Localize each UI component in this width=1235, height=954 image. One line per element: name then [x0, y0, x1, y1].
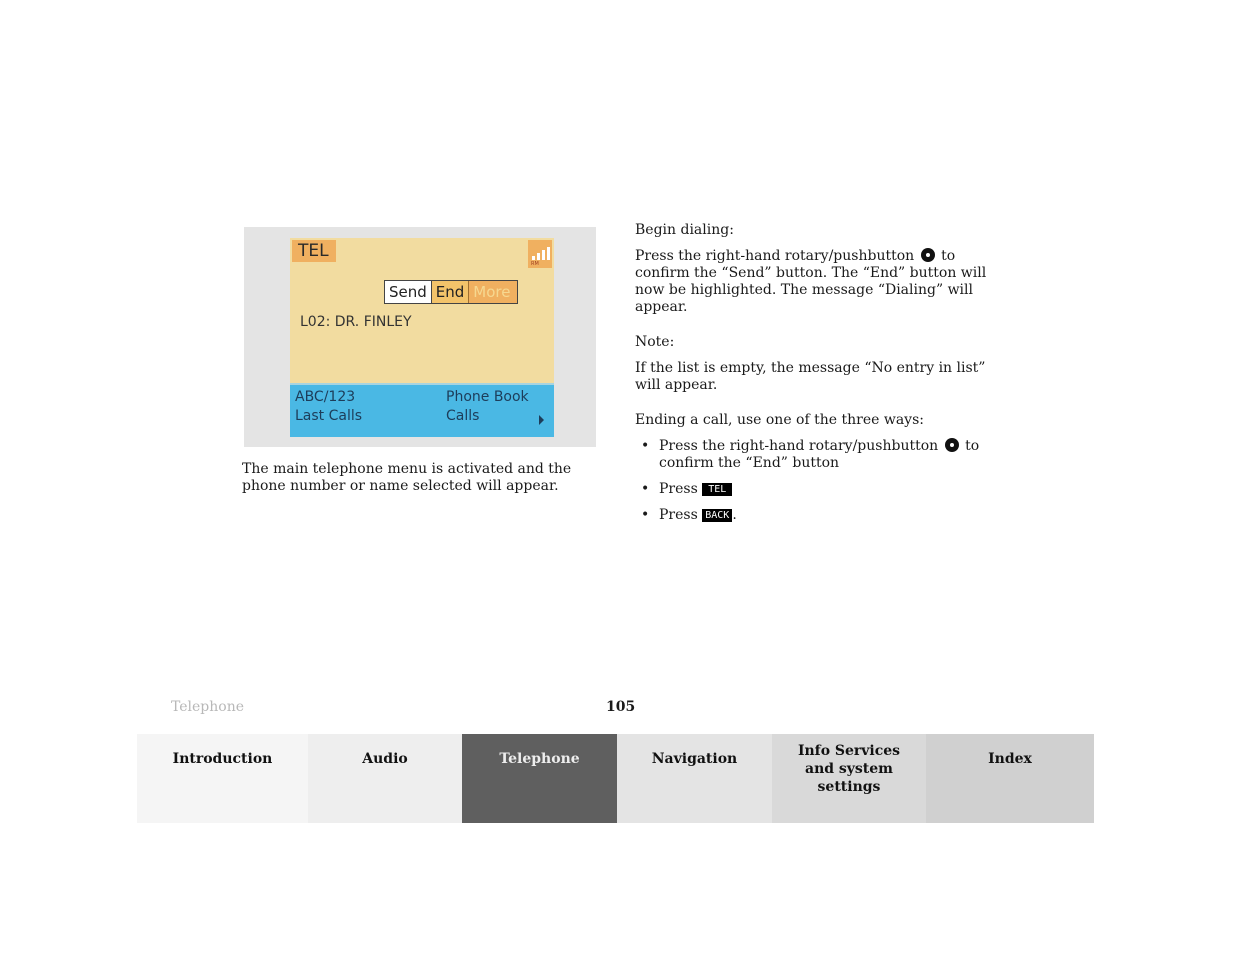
softkey-abc123[interactable]: ABC/123: [295, 389, 356, 405]
chapter-tabs: [137, 734, 1094, 823]
rotary-pushbutton-icon: [921, 248, 935, 262]
list-item: • Press BACK .: [635, 507, 995, 524]
signal-strength-icon: [528, 240, 552, 268]
call-button-row: [384, 280, 518, 304]
rotary-pushbutton-icon: [945, 438, 959, 452]
begin-dialing-text: Press the right-hand rotary/pushbutton to confirm the “Send” button. The “End” button will now be highlighted. The message “Dialing” will appear.: [635, 248, 987, 315]
ending-heading: Ending a call, use one of the three ways:: [635, 412, 924, 428]
figure-caption: The main telephone menu is activated and the phone number or name selected will appear.: [242, 461, 572, 494]
softkey-calls[interactable]: Calls: [446, 408, 480, 424]
softkey-phone-book[interactable]: Phone Book: [446, 389, 529, 405]
tab-telephone[interactable]: Telephone: [462, 734, 617, 823]
soft-key-bar: [290, 383, 554, 437]
section-label: Telephone: [171, 699, 245, 715]
telephone-display: [290, 238, 554, 437]
signal-label: RM: [531, 261, 539, 267]
tel-key-icon: TEL: [702, 483, 732, 496]
list-item: • Press TEL: [635, 481, 995, 498]
back-key-icon: BACK: [702, 509, 732, 522]
note-text: If the list is empty, the message “No entry in list” will appear.: [635, 360, 986, 393]
more-button[interactable]: More: [469, 281, 517, 303]
ending-list: [635, 438, 995, 524]
send-button[interactable]: Send: [385, 281, 432, 303]
instructions-column: [635, 222, 995, 533]
end-button[interactable]: End: [432, 281, 470, 303]
begin-dialing-heading: Begin dialing:: [635, 222, 734, 238]
arrow-right-icon: [539, 415, 544, 425]
selected-entry: L02: DR. FINLEY: [300, 314, 412, 330]
tel-label: TEL: [292, 240, 336, 262]
tab-introduction[interactable]: Introduction: [137, 734, 308, 823]
tab-info[interactable]: Info Services and system settings: [772, 734, 926, 823]
softkey-last-calls[interactable]: Last Calls: [295, 408, 363, 424]
display-screenshot-frame: [244, 227, 596, 447]
page-number: 105: [606, 699, 636, 715]
list-item: • Press the right-hand rotary/pushbutton to confirm the “End” button: [635, 438, 995, 472]
note-heading: Note:: [635, 334, 675, 350]
tab-navigation[interactable]: Navigation: [617, 734, 772, 823]
tab-index[interactable]: Index: [926, 734, 1094, 823]
tab-audio[interactable]: Audio: [308, 734, 462, 823]
